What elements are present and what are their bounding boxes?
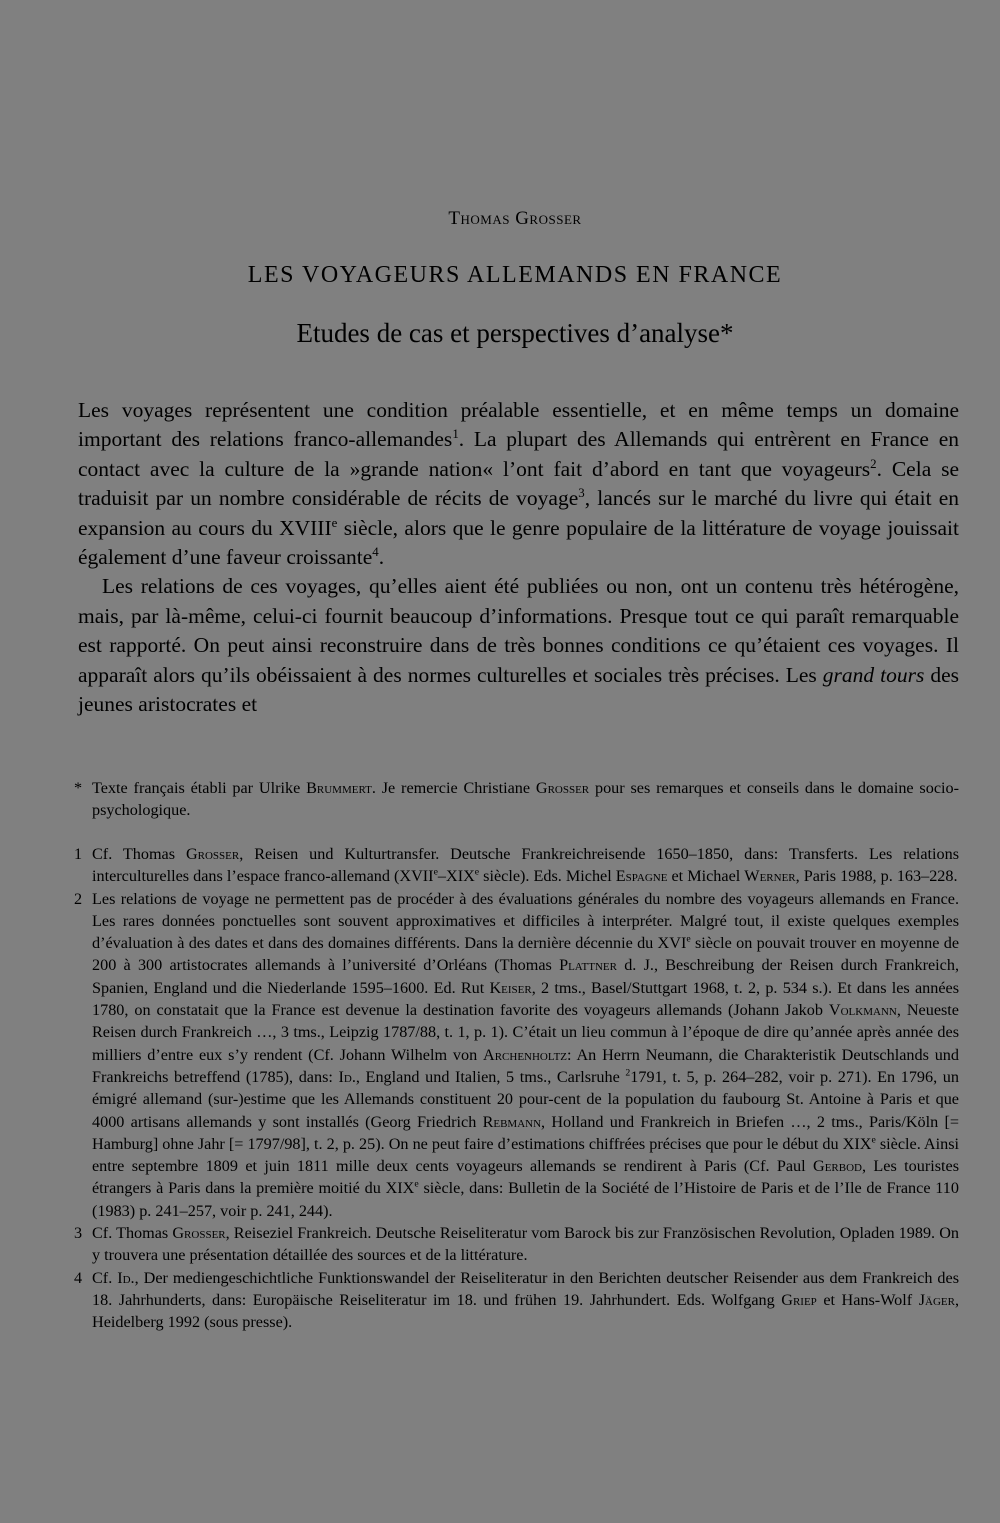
footnote-ref-1: 1 — [452, 427, 459, 442]
footnote-2: 2 Les relations de voyage ne permettent pas de procéder à des évaluations générales du nombre des voyageurs allemands en France. Les rares données ponctuelles sont souvent approximatives et difficiles à interpréter. Malgré tout, il existe quelques exemples d’évaluation à des dates et dans des domaines différents. Dans la dernière décennie du XVIe siècle on pouvait trouver en moyenne de 200 à 300 artistocrates allemands à l’université d’Orléans (Thomas Plattner d. J., Beschreibung der Reisen durch Frankreich, Spanien, England und die Niederlande 1595–1600. Ed. Rut Keiser, 2 tms., Basel/Stuttgart 1968, t. 2, p. 534 s.). Et dans les années 1780, on constatait que la France est devenue la destination favorite des voyageurs allemands (Johann Jakob Volkmann, Neueste Reisen durch Frankreich …, 3 tms., Leipzig 1787/88, t. 1, p. 1). C’était un lieu commun à l’époque de dire qu’année après année des milliers d’entre eux s’y rendent (Cf. Johann Wilhelm von Archenholtz: An Herrn Neumann, die Charakteristik Deutschlands und Frankreichs betreffend (1785), dans: Id., England und Italien, 5 tms., Carlsruhe $^2$1791, t. 5, p. 264–282, voir p. 271). En 1796, un émigré allemand (sur-)estime que les Allemands constituent 20 pour-cent de la population du faubourg St. Antoine à Paris et que 4000 artisans allemands y sont installés (Georg Friedrich Rebmann, Holland und Frankreich in Briefen …, 2 tms., Paris/Köln [= Hamburg] ohne Jahr [= 1797/98], t. 2, p. 25). On ne peut faire d’estimations chiffrées précises que pour le début du XIXe siècle. Ainsi entre septembre 1809 et juin 1811 mille deux cents voyageurs allemands se rendirent à Paris (Cf. Paul Gerbod, Les touristes étrangers à Paris dans la première moitié du XIXe siècle, dans: Bulletin de la Société de l’Histoire de Paris et de l’Ile de France 110 (1983) p. 241–257, voir p. 241, 244). — [74, 889, 960, 1220]
footnote-ref-4: 4 — [372, 544, 379, 559]
article-subtitle: Etudes de cas et perspectives d’analyse* — [296, 318, 734, 348]
footnote-1: 1 Cf. Thomas Grosser, Reisen und Kulturtransfer. Deutsche Frankreichreisende 1650–1850, dans: Transferts. Les relations interculturelles dans l’espace franco-allemand (XVIIe–XIXe siècle). Eds. Michel Espagne et Michael Werner, Paris 1988, p. 163–228. — [74, 845, 959, 886]
footnote-mark: * — [74, 779, 83, 797]
footnote-star: * Texte français établi par Ulrike Brummert. Je remercie Christiane Grosser pour ses remarques et conseils dans le domaine socio-psychologique. — [74, 779, 959, 820]
footnote-ref-3: 3 — [578, 486, 585, 501]
footnote-3: 3 Cf. Thomas Grosser, Reiseziel Frankreich. Deutsche Reiseliteratur vom Barock bis zur Französischen Revolution, Opladen 1989. On y trouvera une présentation détaillée des sources et de la littérature. — [74, 1224, 960, 1265]
author-name: Thomas Grosser — [448, 208, 582, 229]
footnote-ref-2: 2 — [870, 456, 877, 471]
paragraph-1: Les voyages représentent une condition préalable essentielle, et en même temps un domaine important des relations franco-allemandes$^1$. La plupart des Allemands qui entrèrent en France en contact avec la culture de la »grande nation« l’ont fait d’abord en tant que voyageurs$^2$. Cela se traduisit par un nombre considérable de récits de voyage$^3$, lancés sur le marché du livre qui était en expansion au cours du XVIIIe siècle, alors que le genre populaire de la littérature de voyage jouissait également d’une faveur croissante$^4$. — [78, 398, 960, 570]
footnotes — [74, 843, 959, 1334]
footnote-4: 4 Cf. Id., Der mediengeschichtliche Funktionswandel der Reiseliteratur in den Berichten deutscher Reisender aus dem Frankreich des 18. Jahrhunderts, dans: Europäische Reiseliteratur im 18. und frühen 19. Jahrhundert. Eds. Wolfgang Griep et Hans-Wolf Jäger, Heidelberg 1992 (sous presse). — [74, 1268, 960, 1332]
body-text — [78, 396, 959, 719]
article-title: LES VOYAGEURS ALLEMANDS EN FRANCE — [247, 262, 783, 288]
paragraph-2: Les relations de ces voyages, qu’elles aient été publiées ou non, ont un contenu très hétérogène, mais, par là-même, celui-ci fournit beaucoup d’informations. Presque tout ce qui paraît remarquable est rapporté. On peut ainsi reconstruire dans de très bonnes conditions ce qu’étaient ces voyages. Il apparaît alors qu’ils obéissaient à des normes culturelles et sociales très précises. Les grand tours des jeunes aristocrates et — [78, 574, 959, 717]
